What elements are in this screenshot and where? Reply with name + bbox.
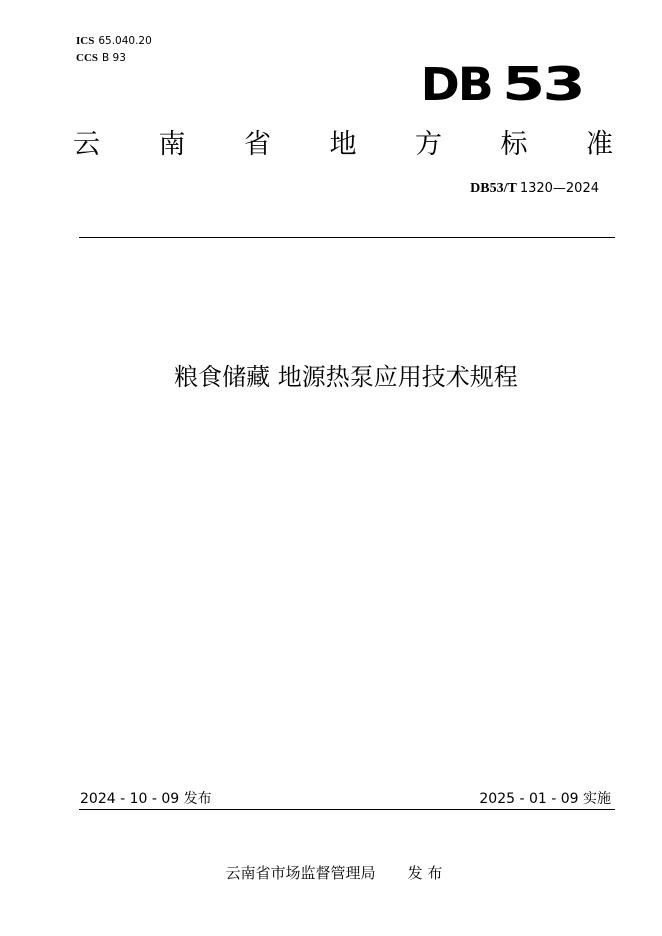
- document-title: 粮食储藏 地源热泵应用技术规程: [174, 363, 518, 391]
- standard-sequence: 1320—2024: [519, 181, 599, 196]
- ics-code-line: [76, 34, 152, 48]
- ics-value: 65.040.20: [98, 35, 152, 47]
- ics-label: ICS: [76, 35, 95, 47]
- standard-type-char: 地: [329, 129, 357, 160]
- standard-code: DB53/T: [470, 181, 517, 196]
- standard-type-char: 南: [158, 129, 186, 160]
- standard-type-char: 标: [500, 129, 528, 160]
- ccs-label: CCS: [76, 52, 99, 64]
- publisher-name: 云南省市场监督管理局: [225, 864, 376, 882]
- standard-type-char: 省: [244, 129, 271, 160]
- standard-type-heading: [73, 128, 613, 162]
- standard-type-char: 方: [415, 129, 442, 160]
- standard-number: [470, 180, 599, 198]
- ccs-code-line: [76, 51, 126, 65]
- implementation-date: 2025 - 01 - 09 实施: [479, 791, 611, 807]
- db-logo: [420, 57, 584, 111]
- standard-type-char: 云: [73, 129, 100, 160]
- db-logo-letters: DB: [420, 58, 492, 111]
- header-divider: [79, 237, 615, 238]
- standard-type-char: 准: [586, 129, 613, 160]
- db-logo-number: 53: [501, 57, 584, 111]
- ccs-value: B 93: [102, 52, 126, 64]
- issue-date: 2024 - 10 - 09 发布: [80, 791, 212, 807]
- publisher-action: 发 布: [407, 864, 443, 882]
- publisher-line: [216, 843, 442, 883]
- footer-divider: [79, 809, 615, 810]
